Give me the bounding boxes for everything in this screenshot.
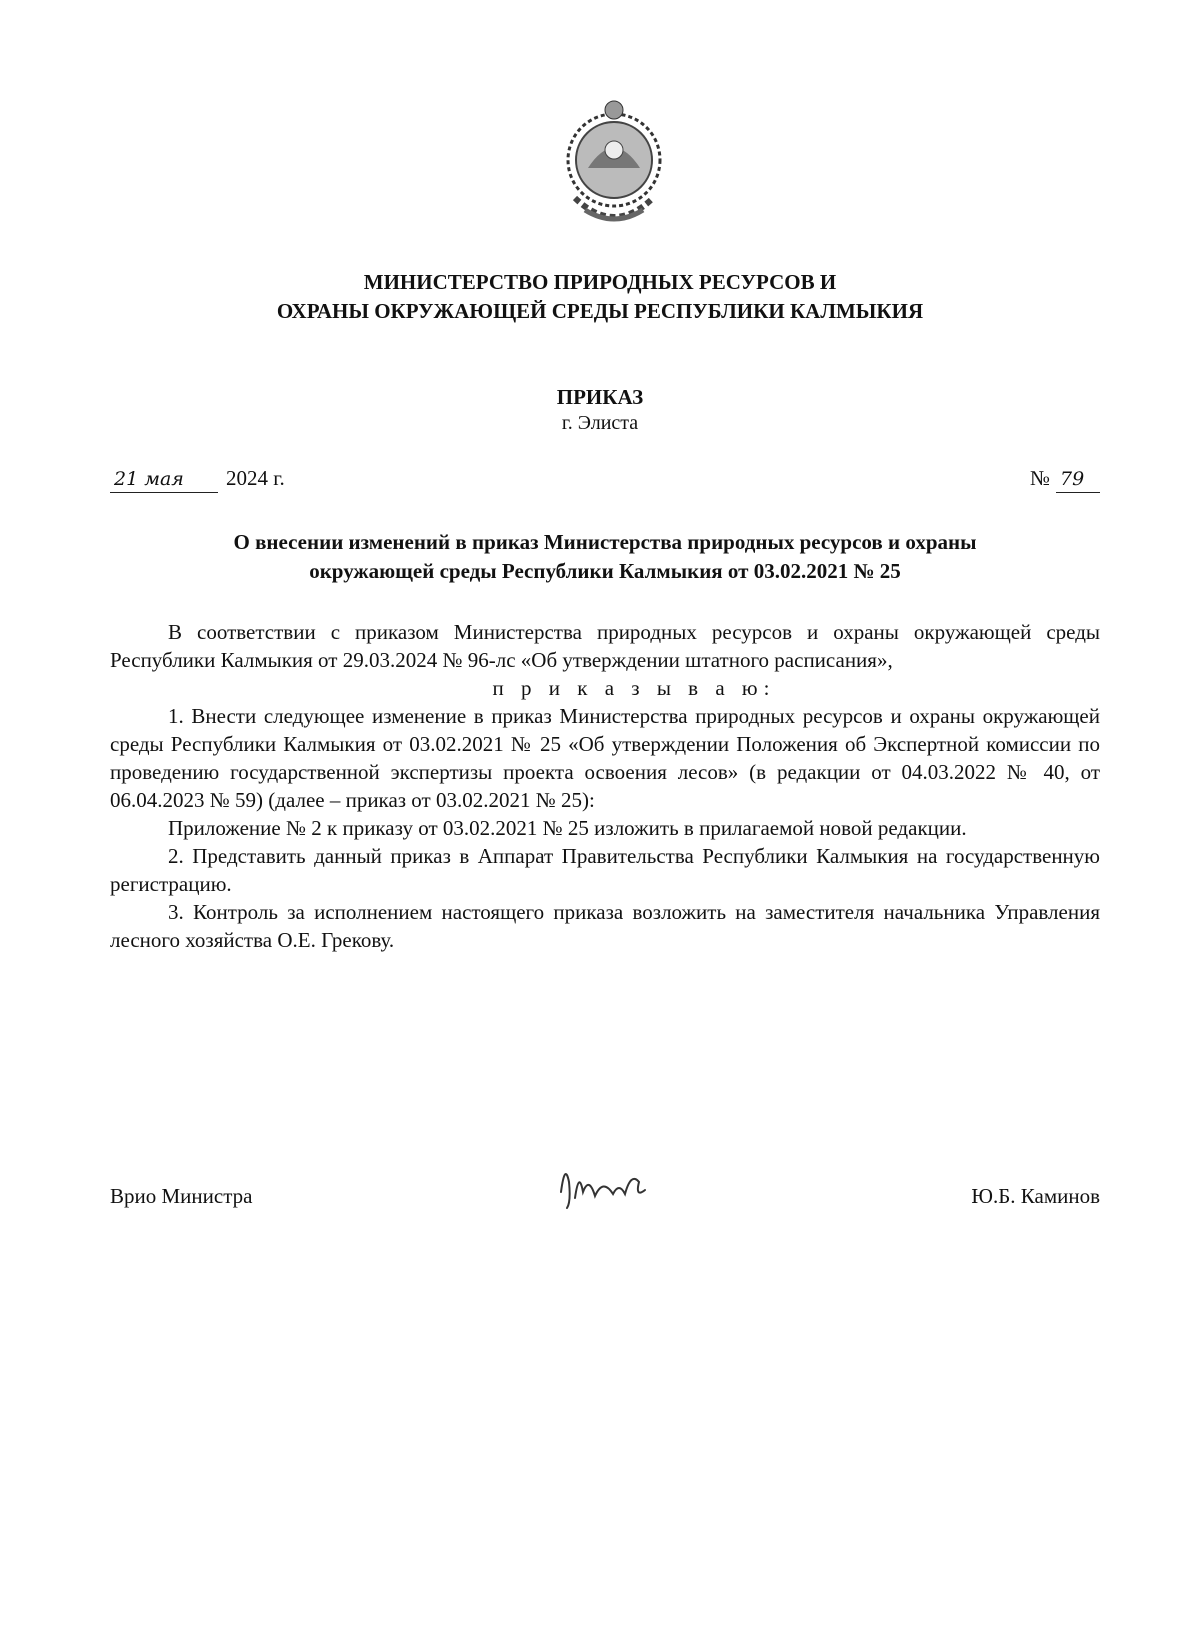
- item-1-sub-paragraph: Приложение № 2 к приказу от 03.02.2021 № 25 изложить в прилагаемой новой редакции.: [168, 816, 967, 840]
- item-3-paragraph: 3. Контроль за исполнением настоящего приказа возложить на заместителя начальника Управления лесного хозяйства О.Е. Грекову.: [110, 900, 1100, 952]
- ministry-line-1: МИНИСТЕРСТВО ПРИРОДНЫХ РЕСУРСОВ И: [363, 270, 837, 294]
- order-year: 2024 г.: [226, 466, 285, 490]
- handwritten-number: 79: [1056, 466, 1100, 493]
- order-subject: [110, 528, 1100, 586]
- order-word: п р и к а з ы в а ю:: [492, 676, 776, 700]
- item-2-paragraph: 2. Представить данный приказ в Аппарат Правительства Республики Калмыкия на государственную регистрацию.: [110, 844, 1100, 896]
- document-city: г. Элиста: [561, 412, 639, 434]
- ministry-line-2: ОХРАНЫ ОКРУЖАЮЩЕЙ СРЕДЫ РЕСПУБЛИКИ КАЛМЫКИЯ: [276, 299, 924, 323]
- handwritten-signature-icon: [555, 1152, 675, 1212]
- subject-line-2: окружающей среды Республики Калмыкия от 03.02.2021 № 25: [309, 559, 901, 583]
- item-1-paragraph: 1. Внести следующее изменение в приказ Министерства природных ресурсов и охраны окружающей среды Республики Калмыкия от 03.02.2021 № 25 «Об утверждении Положения об Экспертной комиссии по проведению государственной экспертизы проекта освоения лесов» (в редакции от 04.03.2022 № 40, от 06.04.2023 № 59) (далее – приказ от 03.02.2021 № 25):: [110, 704, 1100, 812]
- subject-line-1: О внесении изменений в приказ Министерства природных ресурсов и охраны: [233, 530, 977, 554]
- ministry-name: [0, 268, 1200, 326]
- order-date: [110, 465, 285, 493]
- order-number: [1030, 465, 1100, 493]
- signer-position: Врио Министра: [110, 1184, 253, 1208]
- handwritten-date: 21 мая: [110, 466, 218, 493]
- number-prefix: №: [1029, 466, 1050, 490]
- coat-of-arms-icon: [555, 98, 673, 236]
- document-title: ПРИКАЗ: [556, 385, 644, 409]
- signer-name: Ю.Б. Каминов: [971, 1184, 1100, 1208]
- order-body: [110, 618, 1100, 954]
- preamble-paragraph: В соответствии с приказом Министерства природных ресурсов и охраны окружающей среды Республики Калмыкия от 29.03.2024 № 96-лс «Об утверждении штатного расписания»,: [110, 620, 1100, 672]
